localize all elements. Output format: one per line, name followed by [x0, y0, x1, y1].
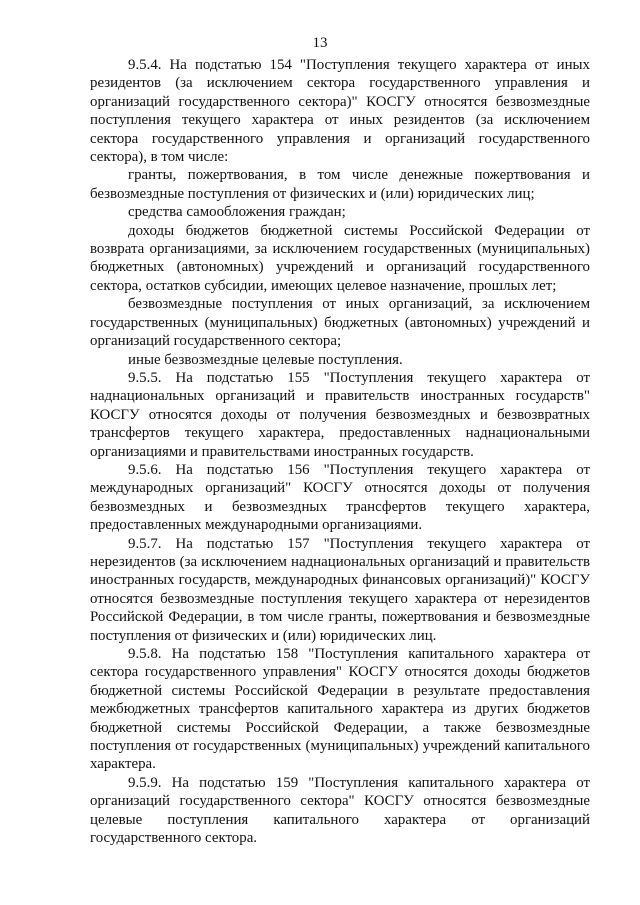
paragraph-self-taxation: средства самообложения граждан; [128, 204, 346, 221]
paragraph-9-5-9: 9.5.9. На подстатью 159 "Поступления капитального характера от организаций государственного сектора" КОСГУ относятся безвозмездные целевые поступления капитального характера от организаций государственного сектора. [90, 774, 590, 847]
page-number: 13 [312, 35, 328, 51]
document-body [90, 56, 590, 847]
paragraph-subsidy-returns: доходы бюджетов бюджетной системы Российской Федерации от возврата организациями, за исключением государственных (муниципальных) бюджетных (автономных) учреждений и организаций государственного сектора, остатков субсидии, имеющих целевое назначение, прошлых лет; [90, 222, 590, 294]
paragraph-9-5-8: 9.5.8. На подстатью 158 "Поступления капитального характера от сектора государственного управления" КОСГУ относятся доходы бюджетов бюджетной системы Российской Федерации в результате предоставления межбюджетных трансфертов капитального характера из других бюджетов бюджетной системы Российской Федерации, а также безвозмездные поступления от государственных (муниципальных) учреждений капитального характера. [90, 646, 590, 773]
paragraph-other-receipts: иные безвозмездные целевые поступления. [128, 351, 403, 368]
paragraph-other-organizations: безвозмездные поступления от иных организаций, за исключением государственных (муниципальных) бюджетных (автономных) учреждений и организаций государственного сектора; [90, 296, 590, 350]
paragraph-9-5-4: 9.5.4. На подстатью 154 "Поступления текущего характера от иных резидентов (за исключением сектора государственного управления и организаций государственного сектора)" КОСГУ относятся безвозмездные поступления текущего характера от иных резидентов (за исключением сектора государственного управления и организаций государственного сектора), в том числе: [90, 57, 590, 166]
paragraph-9-5-5: 9.5.5. На подстатью 155 "Поступления текущего характера от наднациональных организаций и правительств иностранных государств" КОСГУ относятся доходы от получения безвозмездных и безвозвратных трансфертов текущего характера, предоставленных наднациональными организациями и правительствами иностранных государств. [90, 369, 590, 460]
paragraph-9-5-7: 9.5.7. На подстатью 157 "Поступления текущего характера от нерезидентов (за исключением наднациональных организаций и правительств иностранных государств, международных финансовых организаций)" КОСГУ относятся безвозмездные поступления текущего характера от нерезидентов Российской Федерации, в том числе гранты, пожертвования и безвозмездные поступления от физических и (или) юридических лиц. [90, 535, 590, 644]
paragraph-9-5-6: 9.5.6. На подстатью 156 "Поступления текущего характера от международных организаций" КОСГУ относятся доходы от получения безвозмездных и безвозмездных трансфертов текущего характера, предоставленных международными организациями. [90, 461, 590, 534]
paragraph-grants: гранты, пожертвования, в том числе денежные пожертвования и безвозмездные поступления от физических и (или) юридических лиц; [90, 167, 590, 202]
